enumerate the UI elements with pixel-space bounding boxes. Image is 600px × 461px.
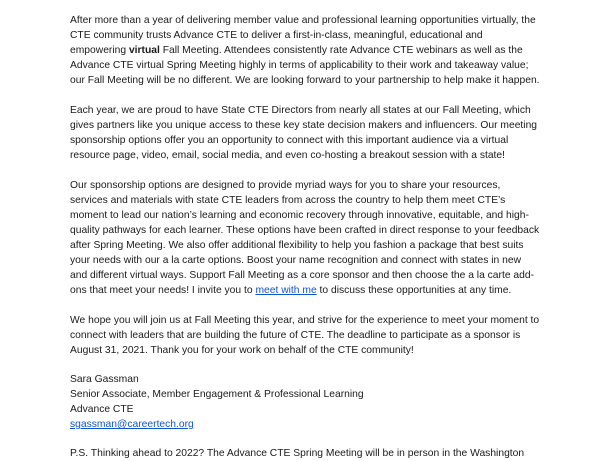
- signature-name: Sara Gassman: [70, 374, 139, 385]
- sponsorship-text-end: to discuss these opportunities at any time.: [316, 285, 512, 296]
- signature-block: [70, 372, 540, 432]
- postscript: P.S. Thinking ahead to 2022? The Advance CTE Spring Meeting will be in person in the Washington: [70, 448, 525, 459]
- signature-org: Advance CTE: [70, 404, 134, 415]
- intro-text-end: Fall Meeting. Attendees consistently rate Advance CTE webinars as well as the Advance CTE virtual Spring Meeting highly in terms of applicability to their work and takeaway value; our Fall Meeting will be no different. We are looking forward to your partnership to help make it happen.: [70, 45, 540, 86]
- meet-with-me-link[interactable]: meet with me: [255, 285, 317, 296]
- signature-title: Senior Associate, Member Engagement & Professional Learning: [70, 389, 364, 400]
- paragraph-intro: [70, 13, 540, 88]
- letter-body: [70, 13, 540, 461]
- intro-bold-word: virtual: [128, 45, 160, 56]
- paragraph-closing: We hope you will join us at Fall Meeting this year, and strive for the experience to meet your moment to connect with leaders that are building the future of CTE. The deadline to participate as a sponsor is August 31, 2021. Thank you for your work on behalf of the CTE community!: [70, 315, 540, 356]
- signature-email-link[interactable]: sgassman@careertech.org: [70, 419, 194, 430]
- sponsorship-text-start: Our sponsorship options are designed to provide myriad ways for you to share your resources, services and materials with state CTE leaders from across the country to help them meet CTE’s moment to lead our nation’s learning and economic recovery through innovative, equitable, and high-quality pathways for each learner. These options have been crafted in direct response to your feedback after Spring Meeting. We also offer additional flexibility to help you fashion a package that best suits your needs with our a la carte options. Boost your name recognition and connect with states in new and different virtual ways. Support Fall Meeting as a core sponsor and then choose the a la carte add-ons that meet your needs! I invite you to: [70, 180, 540, 296]
- paragraph-directors: Each year, we are proud to have State CTE Directors from nearly all states at our Fall Meeting, which gives partners like you unique access to these key state decision makers and influencers. Our meeting sponsorship options offer you an opportunity to connect with this important audience via a virtual resource page, video, email, social media, and even co-hosting a breakout session with a state!: [70, 105, 538, 161]
- paragraph-sponsorship: [70, 178, 540, 298]
- intro-text-start: After more than a year of delivering member value and professional learning opportunities virtually, the CTE community trusts Advance CTE to deliver a first-in-class, meaningful, educational and empowering: [70, 15, 536, 56]
